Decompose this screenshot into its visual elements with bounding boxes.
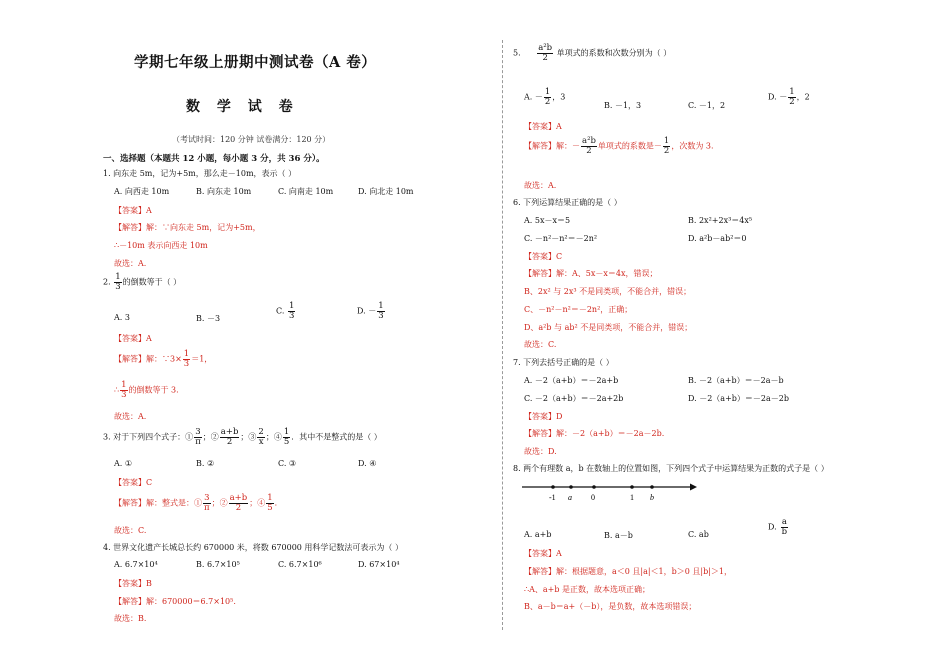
q3-option-d: D. ④ bbox=[358, 459, 377, 468]
q1-option-c: C. 向南走 10m bbox=[278, 187, 334, 196]
q6-answer: 【答案】C bbox=[524, 252, 563, 261]
q3-option-b: B. ② bbox=[196, 459, 215, 468]
q5-final: 故选：A. bbox=[524, 181, 557, 190]
q8-explanation-3: B、a－b＝a+（－b），是负数，故本选项错误； bbox=[524, 602, 697, 611]
axis-label-b: b bbox=[650, 493, 654, 502]
q3-stem: 3. 对于下列四个式子：① $\frac{3}{\pi}$ ；② $\frac{a+b}{2}$ ；③ $\frac{2}{x}$ ；④ $\frac{1}{5}$ ．其中不是整式的是（ ） bbox=[103, 427, 382, 447]
q8-option-d: D. $\frac{a}{b}$ bbox=[768, 517, 788, 537]
q6-final: 故选：C. bbox=[524, 340, 557, 349]
q7-option-b: B. －2（a+b）＝－2a－b bbox=[688, 376, 784, 385]
q2-option-d: D. － $\frac{1}{3}$ bbox=[357, 301, 384, 321]
q6-option-b: B. 2x²+2x³＝4x⁵ bbox=[688, 216, 753, 225]
q4-option-b: B. 6.7×10⁵ bbox=[196, 560, 240, 569]
q6-explanation-3: C、－n²－n²＝－2n²，正确； bbox=[524, 305, 633, 314]
q8-stem: 8. 两个有理数 a，b 在数轴上的位置如图，下列四个式子中运算结果为正数的式子是（ ） bbox=[513, 464, 829, 473]
axis-label-neg1: -1 bbox=[549, 493, 556, 502]
q2-stem: 2. $\frac{1}{3}$ 的倒数等于（ ） bbox=[103, 272, 182, 292]
q1-option-a: A. 向西走 10m bbox=[114, 187, 170, 196]
q2-explanation-1: 【解答】解：∵3× $\frac{1}{3}$ ＝1， bbox=[114, 349, 213, 369]
q8-answer: 【答案】A bbox=[524, 549, 562, 558]
q8-explanation-2: ∴A、a+b 是正数，故本选项正确； bbox=[524, 585, 651, 594]
q8-number-line bbox=[520, 478, 700, 502]
q3-explanation: 【解答】解：整式是：① $\frac{3}{\pi}$ ；② $\frac{a+b}{2}$ ；④ $\frac{1}{5}$ ． bbox=[114, 493, 283, 513]
q1-option-d: D. 向北走 10m bbox=[358, 187, 414, 196]
q2-explanation-2: ∴ $\frac{1}{3}$ 的倒数等于 3. bbox=[114, 380, 179, 400]
q4-option-d: D. 67×10⁴ bbox=[358, 560, 400, 569]
q5-option-b: B. －1，3 bbox=[604, 101, 642, 110]
q1-final: 故选：A. bbox=[114, 259, 147, 268]
q6-explanation-1: 【解答】解：A、5x－x＝4x，错误； bbox=[524, 269, 658, 278]
q7-answer: 【答案】D bbox=[524, 412, 563, 421]
q8-option-b: B. a－b bbox=[604, 531, 633, 540]
page-subtitle: 数 学 试 卷 bbox=[186, 99, 299, 115]
q5-explanation: 【解答】解：－ $\frac{\text{a²b}}{2}$ 单项式的系数是－ $\frac{1}{2}$ ，次数为 3. bbox=[524, 136, 714, 156]
q8-option-c: C. ab bbox=[688, 530, 709, 539]
q3-option-c: C. ③ bbox=[278, 459, 297, 468]
q3-option-a: A. ① bbox=[114, 459, 133, 468]
q4-explanation: 【解答】解：670000＝6.7×10⁵. bbox=[114, 597, 236, 606]
q2-final: 故选：A. bbox=[114, 412, 147, 421]
q1-stem: 1. 向东走 5m，记为+5m，那么走－10m，表示（ ） bbox=[103, 169, 297, 178]
q4-final: 故选：B. bbox=[114, 614, 147, 623]
q6-option-d: D. a²b－ab²＝0 bbox=[688, 234, 747, 243]
q6-option-a: A. 5x－x＝5 bbox=[524, 216, 571, 225]
section-heading: 一、选择题（本题共 12 小题，每小题 3 分，共 36 分）。 bbox=[103, 154, 325, 164]
axis-label-0: 0 bbox=[591, 493, 595, 502]
q7-explanation: 【解答】解：－2（a+b）＝－2a－2b. bbox=[524, 429, 665, 438]
column-divider bbox=[502, 40, 503, 630]
q4-option-c: C. 6.7×10⁶ bbox=[278, 560, 322, 569]
axis-label-1: 1 bbox=[630, 493, 634, 502]
q7-option-a: A. －2（a+b）＝－2a+b bbox=[524, 376, 619, 385]
page-title: 学期七年级上册期中测试卷（A 卷） bbox=[134, 54, 377, 71]
q7-stem: 7. 下列去括号正确的是（ ） bbox=[513, 358, 614, 367]
q3-final: 故选：C. bbox=[114, 526, 147, 535]
q1-answer: 【答案】A bbox=[114, 206, 152, 215]
q7-final: 故选：D. bbox=[524, 447, 557, 456]
q2-option-c: C. $\frac{1}{3}$ bbox=[276, 301, 295, 321]
q6-explanation-2: B、2x² 与 2x³ 不是同类项，不能合并，错误； bbox=[524, 287, 692, 296]
q2-option-a: A. 3 bbox=[114, 313, 130, 322]
q5-stem: 5. $\frac{\text{a²b}}{2}$ 单项式的系数和次数分别为（ ） bbox=[513, 43, 672, 63]
q1-explanation-2: ∴－10m 表示向西走 10m bbox=[114, 241, 208, 250]
q2-answer: 【答案】A bbox=[114, 334, 152, 343]
exam-info: （考试时间：120 分钟 试卷满分：120 分） bbox=[172, 135, 331, 144]
q6-option-c: C. －n²－n²＝－2n² bbox=[524, 234, 598, 243]
q7-option-c: C. －2（a+b）＝－2a+2b bbox=[524, 394, 624, 403]
axis-label-a: a bbox=[568, 493, 572, 502]
q4-option-a: A. 6.7×10⁴ bbox=[114, 560, 158, 569]
q5-option-c: C. －1，2 bbox=[688, 101, 726, 110]
q5-answer: 【答案】A bbox=[524, 122, 562, 131]
q7-option-d: D. －2（a+b）＝－2a－2b bbox=[688, 394, 789, 403]
q4-answer: 【答案】B bbox=[114, 579, 152, 588]
q8-option-a: A. a+b bbox=[524, 530, 552, 539]
q2-fraction: $\frac{1}{3}$ bbox=[115, 272, 121, 292]
q5-option-a: A. － $\frac{1}{2}$ ，3 bbox=[524, 87, 566, 107]
q4-stem: 4. 世界文化遗产长城总长约 670000 米，将数 670000 用科学记数法可表示为（ ） bbox=[103, 543, 403, 552]
q2-option-b: B. －3 bbox=[196, 314, 221, 323]
q8-explanation-1: 【解答】解：根据题意，a＜0 且|a|＜1，b＞0 且|b|＞1， bbox=[524, 567, 733, 576]
q6-explanation-4: D、a²b 与 ab² 不是同类项，不能合并，错误； bbox=[524, 323, 693, 332]
q1-explanation-1: 【解答】解：∵向东走 5m，记为+5m， bbox=[114, 223, 261, 232]
q6-stem: 6. 下列运算结果正确的是（ ） bbox=[513, 198, 622, 207]
q5-option-d: D. － $\frac{1}{2}$ ，2 bbox=[768, 87, 810, 107]
q3-answer: 【答案】C bbox=[114, 478, 153, 487]
q1-option-b: B. 向东走 10m bbox=[196, 187, 252, 196]
